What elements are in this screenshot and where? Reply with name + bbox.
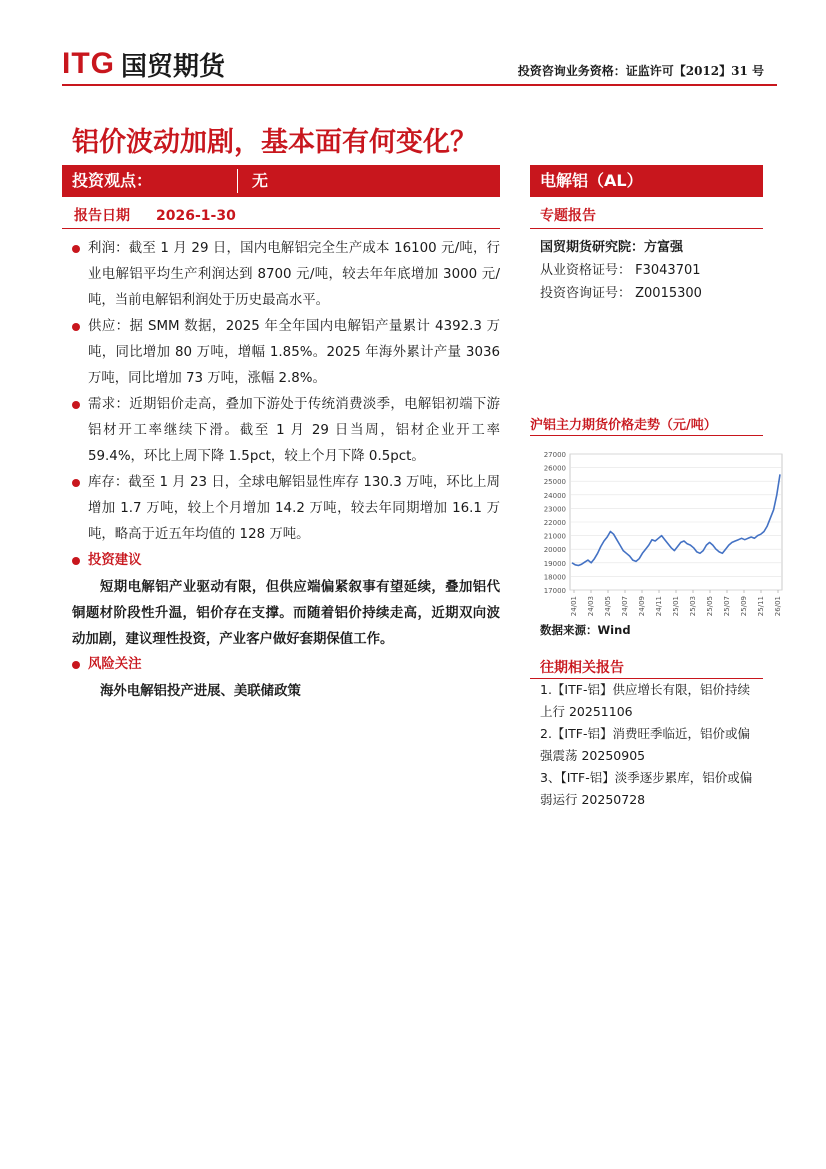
past-reports-list <box>540 679 762 811</box>
past-report-item[interactable]: 1.【ITF-铝】供应增长有限，铝价持续上行 20251106 <box>540 682 750 719</box>
risk-text: 海外电解铝投产进展、美联储政策 <box>100 683 301 699</box>
advice-heading: 投资建议 <box>72 548 500 574</box>
x-tick-label: 25/01 <box>672 596 680 617</box>
header-rule <box>62 84 777 86</box>
bullet-text: 需求：近期铝价走高，叠加下游处于传统消费淡季，电解铝初端下游铝材开工率继续下滑。截至 1 月 29 日当周，铝材企业开工率 59.4%，环比上周下降 1.5pct，较上个月下降 0.5pct。 <box>88 397 500 464</box>
x-tick-label: 24/03 <box>587 596 595 617</box>
bullet-dot <box>72 245 80 253</box>
product-bar <box>530 165 763 197</box>
report-date-label: 报告日期 <box>74 208 130 224</box>
logo-chinese: 国贸期货 <box>121 51 226 82</box>
main-content <box>72 236 500 704</box>
invest-cert: 投资咨询证号： Z0015300 <box>540 286 702 301</box>
report-type: 专题报告 <box>540 208 596 224</box>
divider <box>530 228 763 229</box>
x-tick-label: 25/05 <box>706 596 714 617</box>
y-tick-label: 24000 <box>543 491 566 500</box>
bullet-profit <box>72 236 500 314</box>
data-source: 数据来源：Wind <box>540 623 631 637</box>
product-name: 电解铝（AL） <box>540 171 643 190</box>
bullet-supply <box>72 314 500 392</box>
qual-cert: 从业资格证号： F3043701 <box>540 263 701 278</box>
report-date-value: 2026-1-30 <box>156 208 236 224</box>
analyst-name: 国贸期货研究院：方富强 <box>540 240 684 255</box>
past-report-item[interactable]: 3、【ITF-铝】淡季逐步累库，铝价或偏弱运行 20250728 <box>540 770 753 807</box>
bullet-dot <box>72 323 80 331</box>
logo-itg: ITG <box>62 47 115 80</box>
x-tick-label: 26/01 <box>774 596 782 617</box>
x-tick-label: 24/01 <box>570 596 578 617</box>
bullet-text: 供应：据 SMM 数据，2025 年全年国内电解铝产量累计 4392.3 万吨，同比增加 80 万吨，增幅 1.85%。2025 年海外累计产量 3036 万吨，同比增加 73 万吨，涨幅 2.8%。 <box>88 319 500 386</box>
advice-text: 短期电解铝产业驱动有限，但供应端偏紧叙事有望延续，叠加铝代铜题材阶段性升温，铝价存在支撑。而随着铝价持续走高，近期双向波动加剧，建议理性投资，产业客户做好套期保值工作。 <box>72 579 500 647</box>
bullet-dot <box>72 401 80 409</box>
risk-heading: 风险关注 <box>72 652 500 678</box>
y-tick-label: 18000 <box>543 573 566 582</box>
y-tick-label: 27000 <box>543 451 566 459</box>
company-logo <box>62 44 225 84</box>
y-tick-label: 17000 <box>543 587 566 595</box>
investment-view-value: 无 <box>252 171 269 190</box>
y-tick-label: 26000 <box>543 464 566 473</box>
x-tick-label: 25/09 <box>740 596 748 617</box>
past-reports-heading: 往期相关报告 <box>540 660 624 676</box>
report-title: 铝价波动加剧，基本面有何变化？ <box>72 127 477 158</box>
x-tick-label: 25/11 <box>757 596 765 617</box>
divider <box>530 435 763 436</box>
report-date <box>74 205 236 225</box>
bullet-text: 库存：截至 1 月 23 日，全球电解铝显性库存 130.3 万吨，环比上周增加 1.7 万吨，较上个月增加 14.2 万吨，较去年同期增加 16.1 万吨，略高于近五年均值的 128 万吨。 <box>88 475 500 542</box>
past-report-item[interactable]: 2.【ITF-铝】消费旺季临近，铝价或偏强震荡 20250905 <box>540 726 750 763</box>
investment-view-label: 投资观点： <box>72 171 153 190</box>
x-tick-label: 25/07 <box>723 596 731 617</box>
y-tick-label: 22000 <box>543 519 566 527</box>
analyst-info <box>540 236 702 305</box>
bullet-dot <box>72 479 80 487</box>
y-tick-label: 21000 <box>543 532 566 541</box>
x-tick-label: 25/03 <box>689 596 697 617</box>
investment-view-bar <box>62 165 500 197</box>
y-tick-label: 19000 <box>543 559 566 568</box>
x-tick-label: 24/07 <box>621 596 629 617</box>
divider <box>62 228 500 229</box>
x-tick-label: 24/11 <box>655 596 663 617</box>
qualification-text: 投资咨询业务资格：证监许可【2012】31 号 <box>517 64 764 78</box>
bar-separator <box>237 169 238 193</box>
price-chart <box>530 444 790 620</box>
y-tick-label: 23000 <box>543 505 566 514</box>
bullet-dot <box>72 557 80 565</box>
bullet-inventory <box>72 470 500 548</box>
chart-title: 沪铝主力期货价格走势（元/吨） <box>530 418 717 433</box>
bullet-text: 利润：截至 1 月 29 日，国内电解铝完全生产成本 16100 元/吨，行业电解铝平均生产利润达到 8700 元/吨，较去年年底增加 3000 元/吨，当前电解铝利润处于历史最高水平。 <box>88 241 500 308</box>
x-tick-label: 24/05 <box>604 596 612 617</box>
y-tick-label: 25000 <box>543 478 566 487</box>
bullet-demand <box>72 392 500 470</box>
x-tick-label: 24/09 <box>638 596 646 617</box>
bullet-dot <box>72 661 80 669</box>
y-tick-label: 20000 <box>543 546 566 555</box>
